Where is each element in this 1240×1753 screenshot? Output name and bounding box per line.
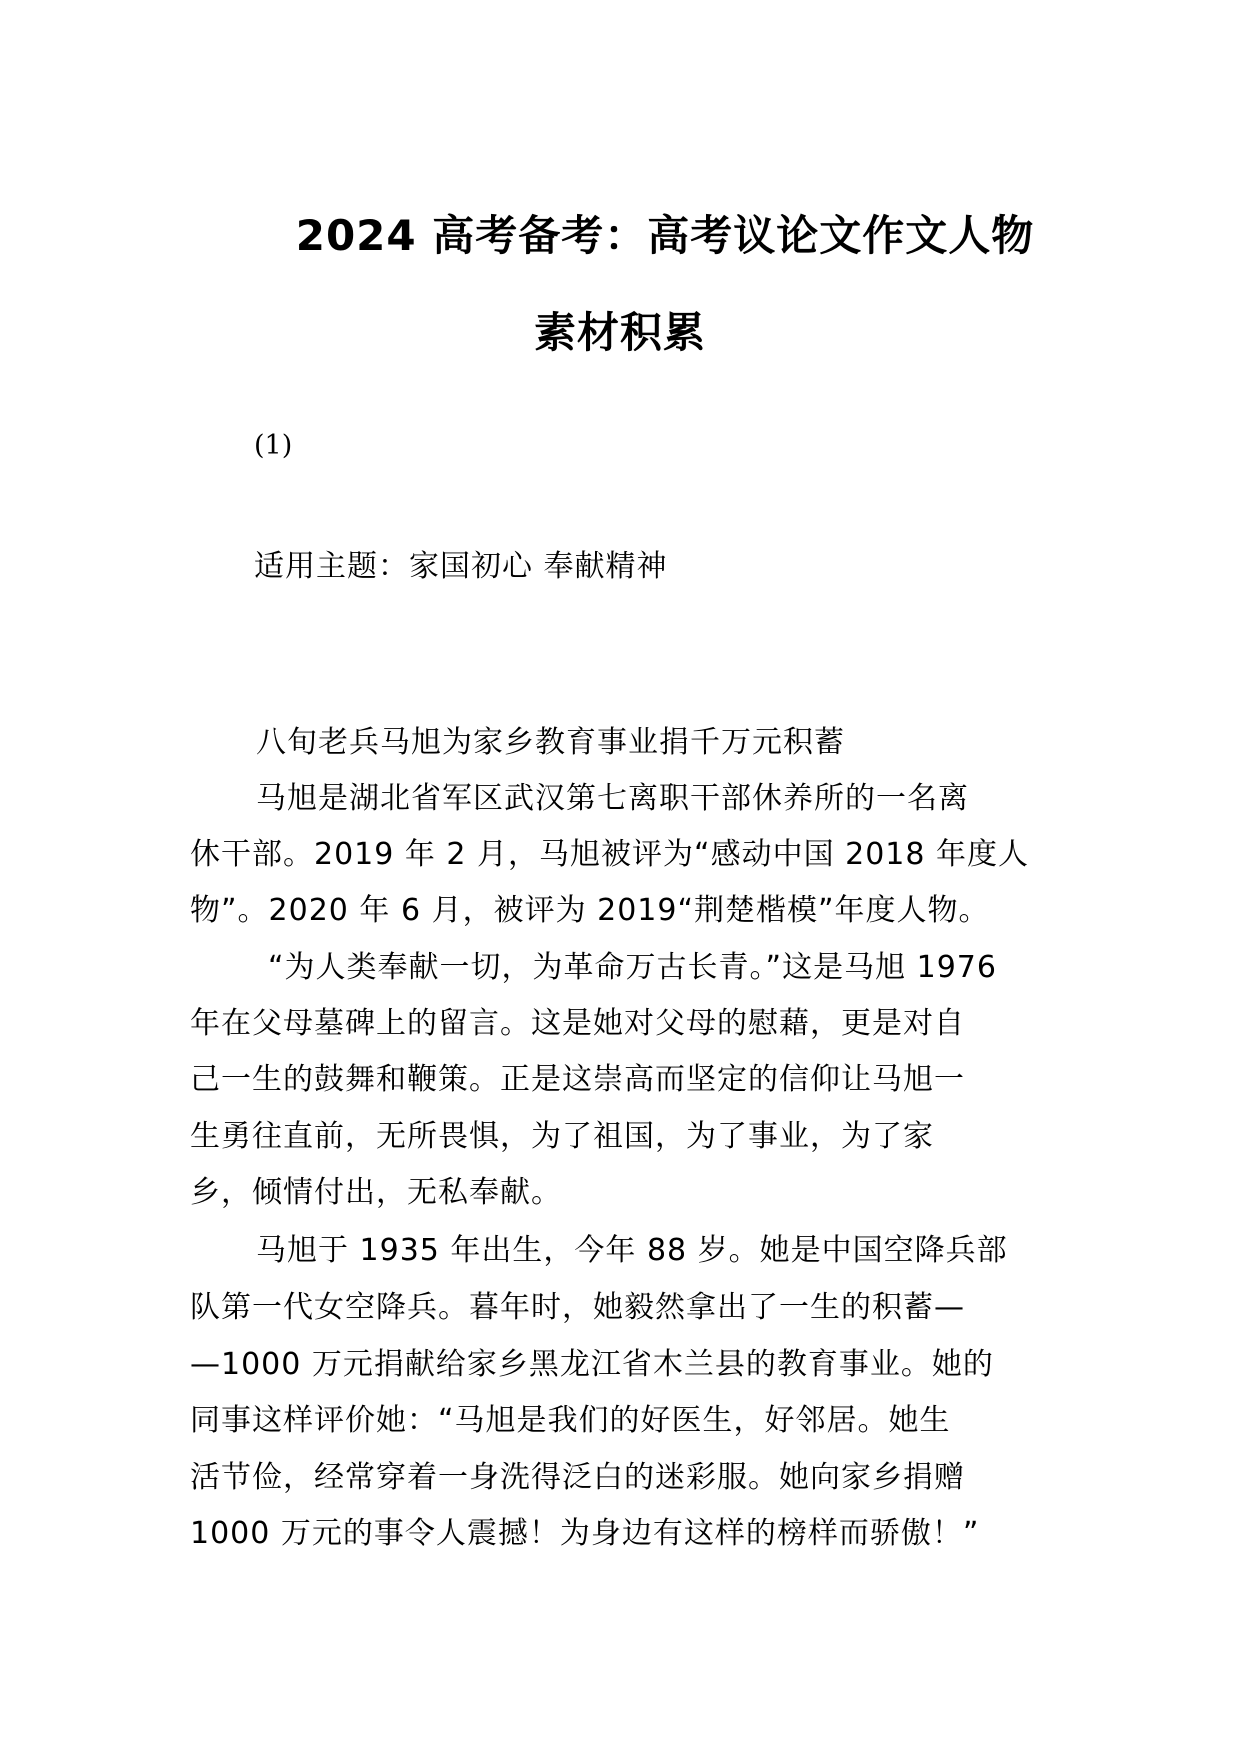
paragraph-line: 同事这样评价她：“马旭是我们的好医生，好邻居。她生: [190, 1403, 951, 1438]
document-title-line-1: 2024 高考备考：高考议论文作文人物: [295, 211, 1035, 260]
paragraph-line: 物”。2020 年 6 月，被评为 2019“荆楚楷模”年度人物。: [190, 893, 990, 928]
section-number: (1): [254, 430, 293, 461]
document-title-line-2: 素材积累: [533, 308, 706, 357]
paragraph-line: 生勇往直前，无所畏惧，为了祖国，为了事业，为了家: [190, 1119, 934, 1154]
paragraph-line: 马旭于 1935 年出生，今年 88 岁。她是中国空降兵部: [256, 1233, 1008, 1268]
paragraph-line: 1000 万元的事令人震撼！为身边有这样的榜样而骄傲！”: [190, 1516, 980, 1551]
paragraph-line: 年在父母墓碑上的留言。这是她对父母的慰藉，更是对自: [190, 1006, 965, 1041]
paragraph-line: “为人类奉献一切，为革命万古长青。”这是马旭 1976: [268, 950, 997, 985]
paragraph-line: 己一生的鼓舞和鞭策。正是这崇高而坚定的信仰让马旭一: [190, 1062, 965, 1097]
article-heading: 八旬老兵马旭为家乡教育事业捐千万元积蓄: [256, 725, 845, 760]
paragraph-line: 马旭是湖北省军区武汉第七离职干部休养所的一名离: [256, 781, 969, 816]
paragraph-line: 乡，倾情付出，无私奉献。: [190, 1175, 562, 1210]
paragraph-line: 活节俭，经常穿着一身洗得泛白的迷彩服。她向家乡捐赠: [190, 1460, 965, 1495]
subject-line: 适用主题：家国初心 奉献精神: [254, 549, 668, 584]
paragraph-line: 休干部。2019 年 2 月，马旭被评为“感动中国 2018 年度人: [190, 837, 1030, 872]
paragraph-line: —1000 万元捐献给家乡黑龙江省木兰县的教育事业。她的: [190, 1347, 994, 1382]
paragraph-line: 队第一代女空降兵。暮年时，她毅然拿出了一生的积蓄—: [190, 1290, 965, 1325]
